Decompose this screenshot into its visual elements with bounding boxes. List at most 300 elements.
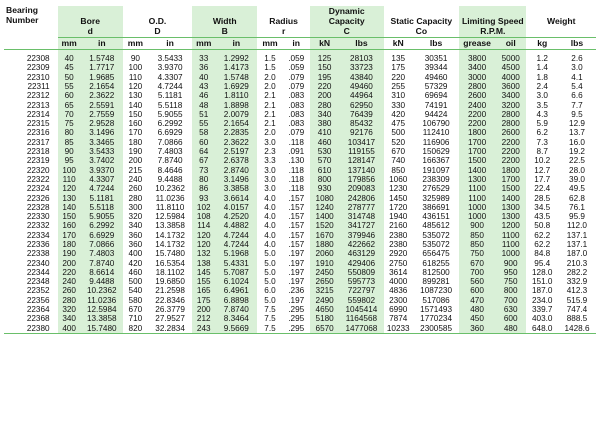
unit-cell: lbs [413, 38, 459, 50]
table-cell: 5.0 [264, 249, 276, 259]
table-cell: 135 [391, 54, 406, 64]
table-cell: .157 [288, 212, 305, 222]
table-cell: 234.0 [531, 295, 553, 305]
unit-blank [4, 38, 58, 50]
table-cell: 1000 [495, 249, 527, 258]
table-cell: 4836 [389, 286, 408, 296]
table-cell: 700 [459, 268, 495, 277]
header-limiting-speed: Limiting Speed [459, 6, 526, 26]
table-cell: 100 [128, 63, 143, 73]
table-cell: 386691 [422, 202, 450, 212]
table-cell: 220 [58, 268, 81, 277]
unit-cell: mm [192, 38, 215, 50]
table-cell: 3400 [495, 91, 527, 100]
table-cell: 520 [391, 137, 406, 147]
table-cell: 422662 [339, 240, 383, 249]
table-cell: 2920 [389, 249, 408, 259]
table-cell: 400 [58, 324, 81, 334]
table-cell: 112410 [422, 128, 450, 138]
table-cell: 6990 [389, 305, 408, 315]
table-cell: 4.0 [264, 230, 276, 240]
table-cell: 32.2834 [148, 324, 192, 334]
table-cell: 16.5354 [155, 258, 185, 268]
table-cell: 238309 [422, 174, 450, 184]
table-cell: 560 [459, 277, 495, 286]
table-cell: 1700 [459, 147, 495, 156]
table-cell: 470 [459, 296, 495, 305]
table-cell: 8.4646 [157, 165, 183, 175]
bearing-spec-table [4, 6, 596, 334]
table-cell: 500 [391, 128, 406, 138]
table-cell: 13.7 [569, 128, 585, 138]
table-cell: 1087230 [420, 286, 453, 296]
table-cell: 2650 [310, 277, 339, 286]
unit-cell: mm [123, 38, 148, 50]
table-cell: 2.3622 [81, 91, 123, 100]
table-cell: 150 [310, 63, 339, 72]
unit-cell: grease [459, 38, 495, 50]
table-cell: 85432 [339, 119, 383, 128]
table-cell: 5.1181 [81, 193, 123, 202]
table-cell: 137140 [339, 166, 383, 175]
table-row [4, 286, 596, 295]
bearing-number-cell: 22364 [26, 305, 50, 315]
table-cell: 60 [192, 138, 215, 147]
table-cell: 220 [310, 82, 339, 91]
table-cell: 4.3307 [157, 72, 183, 82]
table-cell: 300 [128, 202, 143, 212]
table-cell: 722797 [339, 286, 383, 295]
table-cell: 3.9370 [81, 166, 123, 175]
table-cell: 55 [58, 82, 81, 91]
table-cell: 340 [128, 221, 143, 231]
table-cell: 1720 [389, 202, 408, 212]
table-cell: 7.3 [536, 137, 548, 147]
table-cell: 282.2 [566, 267, 588, 277]
table-cell: 5.5118 [81, 203, 123, 212]
table-cell: 7.0866 [157, 137, 183, 147]
table-cell: 155 [192, 277, 215, 286]
table-cell: 1.4 [536, 63, 548, 73]
table-cell: 280 [310, 100, 339, 109]
table-cell: 3.0 [264, 174, 276, 184]
table-cell: 4.7244 [157, 81, 183, 91]
table-cell: 648.0 [526, 324, 558, 334]
table-cell: 2.1654 [81, 82, 123, 91]
table-cell: 170 [58, 231, 81, 240]
table-cell: 49460 [424, 72, 448, 82]
table-cell: 150 [58, 212, 81, 221]
table-cell: 200 [192, 305, 215, 314]
table-cell: 120 [128, 81, 143, 91]
table-cell: .157 [288, 230, 305, 240]
table-cell: .079 [288, 128, 305, 138]
table-cell: 80 [58, 128, 81, 137]
table-cell: 1428.6 [558, 324, 596, 334]
table-cell: 7.7 [571, 100, 583, 110]
table-cell: 2.7559 [81, 110, 123, 119]
table-cell: 50.8 [534, 221, 551, 231]
bearing-number-cell: 22312 [26, 91, 50, 101]
table-cell: 209083 [339, 184, 383, 193]
table-cell: 6.6929 [157, 128, 183, 138]
bearing-number-cell: 22368 [26, 314, 50, 324]
unit-cell: kg [526, 38, 558, 50]
table-cell: 65 [58, 100, 81, 109]
table-cell: 2.1 [264, 109, 276, 119]
table-cell: 13.3858 [81, 314, 123, 323]
table-cell: 2200 [459, 110, 495, 119]
table-cell: 28.5 [534, 193, 551, 203]
table-cell: 62.2 [534, 239, 551, 249]
table-cell: 360 [128, 230, 143, 240]
table-cell: 480 [459, 305, 495, 314]
table-cell: 95 [58, 156, 81, 165]
table-cell: 3.5 [536, 100, 548, 110]
table-cell: 3.3 [264, 156, 276, 166]
table-cell: 102 [192, 203, 215, 212]
table-cell: 2.0 [264, 128, 276, 138]
table-cell: 1.4173 [215, 63, 257, 72]
bearing-number-cell: 22317 [26, 137, 50, 147]
table-cell: 138 [192, 259, 215, 268]
table-cell: 1670 [310, 231, 339, 240]
table-cell: 11.8110 [155, 202, 185, 212]
bearing-number-cell: 22310 [26, 72, 50, 82]
table-cell: 1164568 [339, 314, 383, 323]
table-cell: 4650 [310, 305, 339, 314]
table-cell: .118 [288, 174, 304, 184]
table-cell: 76.1 [569, 202, 585, 212]
table-cell: 3.5433 [81, 147, 123, 156]
table-cell: 1.2 [536, 54, 548, 64]
bearing-number-cell: 22313 [26, 100, 50, 110]
table-cell: 1045414 [339, 305, 383, 314]
table-cell: 4.3307 [81, 175, 123, 184]
table-cell: 800 [495, 286, 527, 295]
bearing-table-container [4, 6, 596, 334]
bearing-number-cell: 22338 [26, 249, 50, 259]
table-cell: 1.8898 [215, 100, 257, 109]
table-cell: 62950 [339, 100, 383, 109]
unit-cell: in [148, 38, 192, 50]
table-cell: 2200 [495, 156, 527, 165]
symbol-weight-blank [526, 26, 596, 38]
table-cell: 4.7244 [215, 231, 257, 240]
table-cell: 36 [192, 63, 215, 72]
table-cell: 1450 [389, 193, 408, 203]
table-cell: 7.5 [264, 314, 276, 324]
table-cell: 6.8898 [215, 296, 257, 305]
table-cell: 19.6850 [155, 277, 185, 287]
bearing-number-cell: 22309 [26, 63, 50, 73]
table-row [4, 91, 596, 100]
table-cell: 30351 [424, 54, 448, 64]
table-cell: .295 [283, 324, 310, 334]
table-cell: 2.3 [264, 147, 276, 157]
table-cell: 80 [192, 175, 215, 184]
table-cell: .236 [288, 286, 305, 296]
table-cell: 670 [128, 305, 143, 315]
table-cell: 191097 [422, 165, 450, 175]
table-cell: 43.5 [534, 212, 551, 222]
table-cell: 4.0 [264, 221, 276, 231]
table-cell: 95.4 [534, 258, 551, 268]
table-cell: 310 [391, 91, 406, 101]
table-cell: .295 [288, 305, 305, 315]
table-cell: .197 [288, 277, 305, 287]
table-cell: 43840 [339, 73, 383, 82]
table-row [4, 296, 596, 305]
bearing-number-cell: 22326 [26, 193, 50, 203]
table-row [4, 147, 596, 156]
table-cell: 2200 [495, 147, 527, 156]
table-cell: 112.0 [567, 221, 587, 231]
bearing-number-cell: 22318 [26, 147, 50, 157]
table-cell: 5.5118 [157, 100, 183, 110]
table-cell: 22.5 [569, 156, 585, 166]
table-cell: .118 [288, 184, 304, 194]
bearing-number-cell: 22319 [26, 156, 50, 166]
table-cell: 120 [192, 240, 215, 249]
table-cell: 18.1102 [155, 267, 185, 277]
table-cell: 559802 [339, 296, 383, 305]
table-cell: 2.6 [571, 54, 583, 64]
table-cell: 240 [128, 174, 143, 184]
table-cell: 899281 [422, 277, 450, 287]
table-cell: 3.1496 [215, 175, 257, 184]
table-cell: 5.9055 [157, 109, 183, 119]
table-cell: 2160 [389, 221, 408, 231]
table-cell: 540 [128, 286, 143, 296]
table-cell: 480 [495, 324, 527, 334]
table-row [4, 259, 596, 268]
table-cell: 3.1496 [81, 128, 123, 137]
table-cell: 33723 [339, 63, 383, 72]
table-cell: 5000 [495, 50, 527, 64]
table-cell: 1.9685 [81, 73, 123, 82]
table-cell: 570 [310, 156, 339, 165]
header-od: O.D. [148, 15, 167, 26]
bearing-number-cell: 22356 [26, 295, 50, 305]
table-cell: 33 [192, 50, 215, 64]
table-cell: 600 [495, 314, 527, 323]
table-cell: 1.8110 [215, 91, 257, 100]
header-row-titles [4, 6, 596, 26]
table-cell: 103417 [339, 138, 383, 147]
table-cell: 150 [128, 109, 143, 119]
table-cell: 151.0 [531, 277, 553, 287]
table-cell: 2.0 [264, 81, 276, 91]
table-cell: 13.3858 [155, 221, 185, 231]
table-cell: .157 [288, 239, 305, 249]
table-cell: .130 [288, 156, 305, 166]
table-cell: 76439 [339, 110, 383, 119]
table-row [4, 231, 596, 240]
table-cell: 360 [128, 239, 143, 249]
table-row [4, 63, 596, 72]
table-cell: 1060 [389, 174, 408, 184]
table-cell: 460 [128, 267, 143, 277]
table-cell: 51 [192, 110, 215, 119]
table-cell: 460 [310, 138, 339, 147]
table-cell: 950 [495, 268, 527, 277]
table-cell: 106790 [422, 119, 450, 129]
table-cell: 243 [192, 324, 215, 334]
table-cell: 179856 [339, 175, 383, 184]
table-cell: 128147 [339, 156, 383, 165]
table-cell: 130 [58, 193, 81, 202]
table-cell: 1910 [310, 259, 339, 268]
table-cell: 114 [192, 221, 215, 230]
table-cell: 3.0 [264, 137, 276, 147]
bearing-number-cell: 22320 [26, 165, 50, 175]
unit-cell: mm [257, 38, 282, 50]
table-cell: 1.5 [264, 54, 276, 64]
table-cell: 2.9528 [81, 119, 123, 128]
table-cell: 3.9370 [157, 63, 183, 73]
table-cell: 220 [391, 72, 406, 82]
table-cell: 700 [495, 296, 527, 305]
table-cell: 49460 [339, 82, 383, 91]
table-cell: 1400 [310, 212, 339, 221]
table-cell: 850 [459, 231, 495, 240]
table-cell: 5.1968 [215, 249, 257, 258]
table-cell: 145 [192, 268, 215, 277]
table-cell: 16.0 [569, 137, 585, 147]
table-cell: 140 [58, 203, 81, 212]
table-cell: 2800 [495, 110, 527, 119]
table-cell: 339.7 [531, 305, 553, 315]
table-cell: 180 [128, 137, 143, 147]
unit-cell: oil [495, 38, 527, 50]
table-cell: 27.9527 [155, 314, 185, 324]
table-cell: 410 [310, 128, 339, 137]
table-cell: 595773 [339, 277, 383, 286]
table-cell: 7.8740 [157, 156, 183, 166]
table-cell: 7.8740 [81, 259, 123, 268]
table-cell: 535072 [422, 230, 450, 240]
table-cell: 15.7480 [81, 324, 123, 334]
table-cell: 3400 [459, 63, 495, 72]
table-cell: 62.2 [534, 230, 551, 240]
table-cell: 2800 [495, 119, 527, 128]
table-cell: 900 [459, 221, 495, 230]
table-cell: 242806 [339, 193, 383, 202]
table-row [4, 193, 596, 202]
table-cell: 1.6929 [215, 82, 257, 91]
table-cell: 332.9 [566, 277, 588, 287]
table-cell: 28.0 [569, 165, 585, 175]
table-cell: 3.0 [264, 184, 276, 194]
header-width: Width [192, 6, 257, 26]
table-cell: 4.0 [264, 212, 276, 222]
table-row [4, 268, 596, 277]
table-cell: 125 [310, 50, 339, 64]
table-cell: 600 [459, 286, 495, 295]
table-cell: 278777 [339, 203, 383, 212]
symbol-D: D [123, 26, 192, 38]
table-cell: 800 [310, 175, 339, 184]
table-cell: 50 [58, 73, 81, 82]
table-cell: 160 [58, 221, 81, 230]
table-cell: 39.0 [569, 174, 585, 184]
table-cell: 820 [123, 324, 148, 334]
table-cell: 1300 [495, 203, 527, 212]
bearing-number-cell: 22348 [26, 277, 50, 287]
table-cell: 5.0 [264, 295, 276, 305]
table-row [4, 175, 596, 184]
table-cell: 12.7 [534, 165, 551, 175]
table-cell: 535072 [422, 239, 450, 249]
table-cell: 3614 [389, 267, 408, 277]
bearing-number-cell: 22352 [26, 286, 50, 296]
table-cell: 73 [192, 166, 215, 175]
table-cell: 340 [310, 110, 339, 119]
unit-cell: in [283, 38, 310, 50]
table-cell: 2.6378 [215, 156, 257, 165]
table-cell: 166367 [422, 156, 450, 166]
table-cell: 14.1732 [155, 230, 185, 240]
table-row [4, 128, 596, 137]
table-cell: 618255 [422, 258, 450, 268]
table-cell: 8.6614 [81, 268, 123, 277]
table-cell: 4500 [495, 63, 527, 72]
symbol-r: r [257, 26, 310, 38]
table-cell: 39344 [424, 63, 448, 73]
table-cell: 10.2362 [81, 286, 123, 295]
bearing-number-cell: 22344 [26, 267, 50, 277]
header-dynamic-capacity: Dynamic Capacity [310, 6, 384, 26]
table-cell: 260 [128, 184, 143, 194]
table-cell: 14.1732 [155, 239, 185, 249]
table-row [4, 324, 596, 334]
table-row [4, 305, 596, 314]
table-cell: 5.0 [264, 267, 276, 277]
table-cell: 517086 [422, 295, 450, 305]
table-cell: 128.0 [531, 267, 553, 277]
table-cell: 7.8740 [215, 305, 257, 314]
table-cell: 94424 [424, 109, 448, 119]
bearing-number-cell: 22324 [26, 184, 50, 194]
table-cell: 7.0866 [81, 240, 123, 249]
table-cell: .091 [288, 147, 305, 157]
header-row-units [4, 38, 596, 50]
table-row [4, 240, 596, 249]
table-cell: 7.4803 [81, 249, 123, 258]
table-cell: 12.5984 [155, 212, 185, 222]
table-cell: 1.5748 [215, 73, 257, 82]
table-cell: 95.9 [569, 212, 585, 222]
symbol-rpm: R.P.M. [459, 26, 526, 38]
table-row [4, 277, 596, 286]
table-cell: 1000 [459, 212, 495, 221]
table-cell: 6570 [310, 324, 339, 334]
table-cell: 1520 [310, 221, 339, 230]
bearing-number-cell: 22315 [26, 119, 50, 129]
unit-cell: mm [58, 38, 81, 50]
table-cell: 610 [310, 166, 339, 175]
table-cell: 5.0 [264, 258, 276, 268]
table-cell: 330 [391, 100, 406, 110]
table-cell: 215 [128, 165, 143, 175]
table-cell: 1800 [459, 128, 495, 137]
table-cell: 57329 [424, 81, 448, 91]
table-cell: 75 [58, 119, 81, 128]
table-cell: 1770234 [420, 314, 453, 324]
table-cell: 2490 [310, 296, 339, 305]
bearing-number-cell: 22340 [26, 258, 50, 268]
